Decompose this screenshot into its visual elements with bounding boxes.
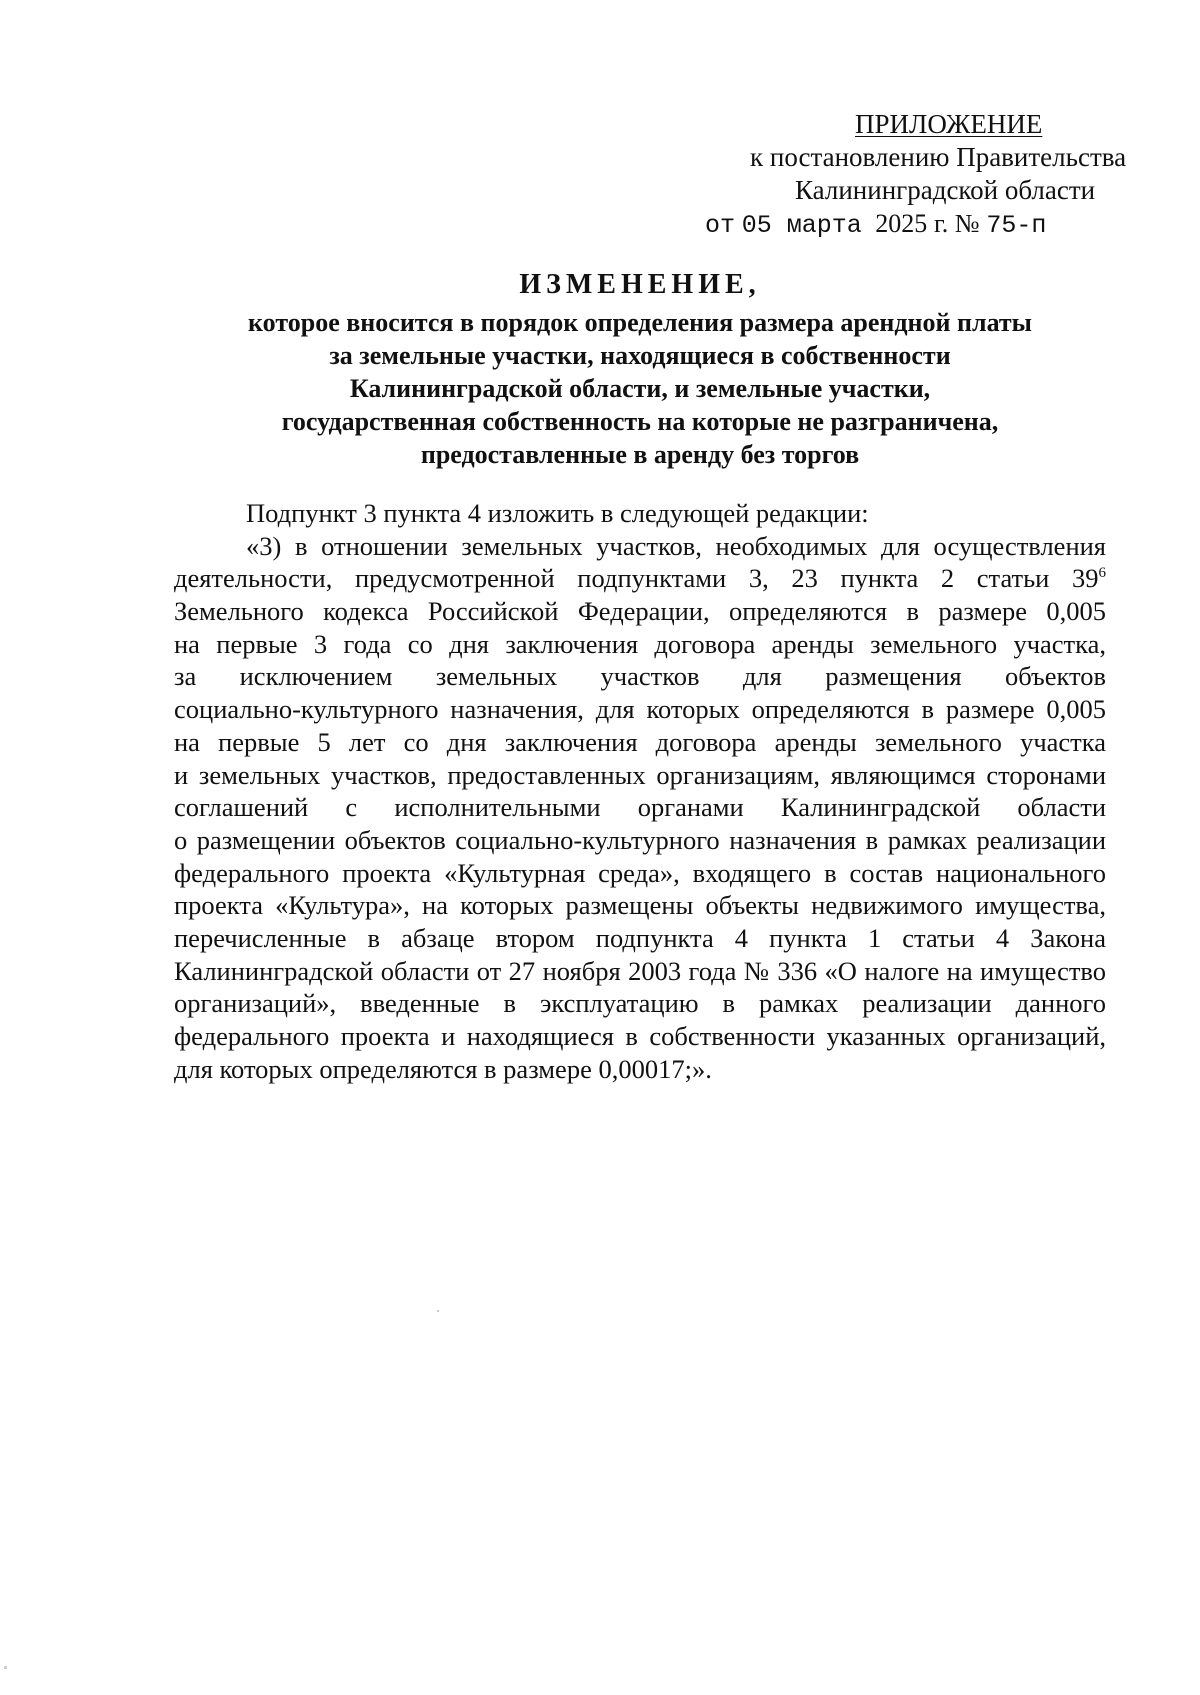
body-line: за исключением земельных участков для размещения объектов — [174, 661, 1106, 692]
decree-number: 75-п — [986, 211, 1047, 240]
approval-date-line — [660, 207, 1130, 242]
subtitle-line: Калининградской области, и земельные участки, — [349, 374, 931, 403]
subtitle-line: которое вносится в порядок определения размера арендной платы — [248, 308, 1032, 337]
scan-speck — [4, 1666, 7, 1669]
title-block — [170, 268, 1110, 471]
subtitle-line: за земельные участки, находящиеся в собственности — [329, 341, 951, 370]
body-line: перечисленные в абзаце втором подпункта 4 пункта 1 статьи 4 Закона — [174, 922, 1106, 953]
body-text — [174, 497, 1106, 1085]
approval-line-1: к постановлению Правительства — [750, 142, 1127, 172]
body-line: для которых определяются в размере 0,00017;». — [174, 1053, 712, 1084]
body-line: Земельного кодекса Российской Федерации, определяются в размере 0,005 — [174, 596, 1106, 627]
approval-line-2: Калининградской области — [795, 175, 1096, 205]
approval-block — [660, 108, 1130, 242]
document-title: ИЗМЕНЕНИЕ, — [519, 269, 761, 300]
body-line: организаций», введенные в эксплуатацию в рамках реализации данного — [174, 988, 1106, 1019]
body-line: на первые 3 года со дня заключения договора аренды земельного участка, — [174, 628, 1106, 659]
year-suffix: г. № — [934, 209, 980, 238]
body-line: и земельных участков, предоставленных организациям, являющимся сторонами — [174, 759, 1106, 790]
subtitle-line: государственная собственность на которые не разграничена, — [281, 407, 999, 436]
article-superscript: 6 — [1098, 565, 1106, 582]
intro-paragraph: Подпункт 3 пункта 4 изложить в следующей редакции: — [246, 498, 869, 528]
body-line: федерального проекта и находящиеся в собственности указанных организаций, — [174, 1021, 1106, 1052]
body-line: федерального проекта «Культурная среда», входящего в состав национального — [174, 857, 1106, 888]
body-line-text: деятельности, предусмотренной подпунктами 3, 23 пункта 2 статьи 39 — [174, 563, 1099, 594]
body-line: соглашений с исполнительными органами Калининградской области — [174, 792, 1106, 823]
date-prefix: от — [705, 211, 736, 240]
subtitle-line: предоставленные в аренду без торгов — [420, 440, 860, 469]
body-line: на первые 5 лет со дня заключения договора аренды земельного участка — [174, 726, 1106, 757]
body-line: Калининградской области от 27 ноября 2003 года № 336 «О налоге на имущество — [174, 955, 1106, 986]
body-line: «3) в отношении земельных участков, необходимых для осуществления — [246, 530, 1106, 561]
body-line — [174, 562, 1106, 595]
body-line: проекта «Культура», на которых размещены объекты недвижимого имущества, — [174, 890, 1106, 921]
year: 2025 — [875, 209, 928, 238]
scan-speck — [437, 1310, 439, 1312]
date-value: 05 марта — [741, 211, 862, 240]
body-line: о размещении объектов социально-культурного назначения в рамках реализации — [174, 824, 1106, 855]
body-line: социально-культурного назначения, для которых определяются в размере 0,005 — [174, 694, 1106, 725]
approval-heading: ПРИЛОЖЕНИЕ — [855, 109, 1043, 139]
